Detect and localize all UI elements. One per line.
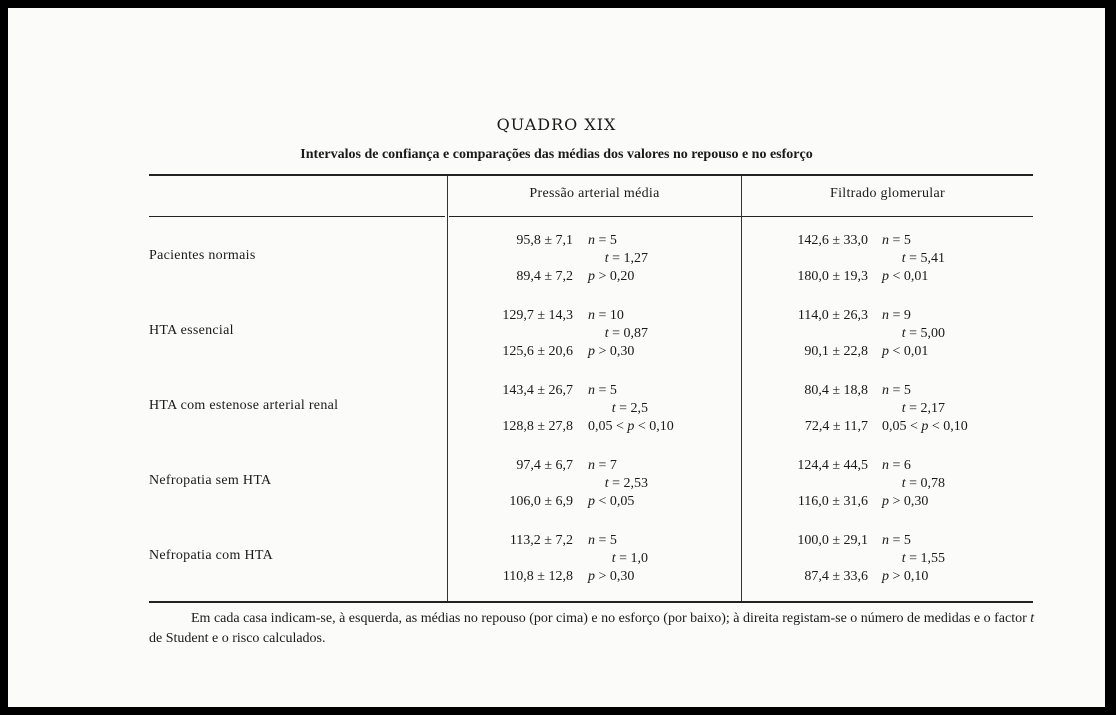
table-number: QUADRO XIX [496, 115, 617, 134]
top-rule [149, 174, 1033, 176]
fg-t-value: t = 5,00 [901, 326, 945, 341]
pam-t-value: t = 2,5 [611, 401, 648, 416]
fg-p-value: p < 0,01 [882, 344, 929, 359]
pam-p-value: p > 0,30 [588, 344, 635, 359]
pam-n-value: n = 5 [588, 233, 617, 248]
column-header-pam: Pressão arterial média [529, 186, 660, 201]
row-label: Nefropatia com HTA [149, 548, 274, 563]
table-title: Intervalos de confiança e comparações das médias dos valores no repouso e no esforço [300, 147, 813, 162]
pam-t-value: t = 0,87 [604, 326, 648, 341]
footnote: Em cada casa indicam-se, à esquerda, as médias no repouso (por cima) e no esforço (por baixo); à direita registam-se o número de medidas e o factor t de Student e o risco calculados. [149, 611, 1035, 646]
pam-n-value: n = 7 [588, 458, 617, 473]
pam-t-value: t = 1,0 [611, 551, 648, 566]
pam-p-value: 0,05 < p < 0,10 [588, 419, 674, 434]
fg-effort-mean: 90,1 ± 22,8 [804, 344, 868, 359]
row-label: Nefropatia sem HTA [149, 473, 272, 488]
fg-n-value: n = 6 [882, 458, 911, 473]
header-rule-left [149, 216, 445, 217]
fg-effort-mean: 180,0 ± 19,3 [797, 269, 868, 284]
fg-t-value: t = 5,41 [901, 251, 945, 266]
pam-rest-mean: 113,2 ± 7,2 [509, 533, 573, 548]
pam-t-value: t = 2,53 [604, 476, 648, 491]
row-label: HTA essencial [149, 323, 234, 338]
pam-n-value: n = 5 [588, 383, 617, 398]
pam-t-value: t = 1,27 [604, 251, 648, 266]
column-header-fg: Filtrado glomerular [830, 186, 945, 201]
pam-effort-mean: 106,0 ± 6,9 [509, 494, 573, 509]
pam-effort-mean: 128,8 ± 27,8 [502, 419, 573, 434]
fg-n-value: n = 5 [882, 233, 911, 248]
fg-rest-mean: 80,4 ± 18,8 [804, 383, 868, 398]
fg-rest-mean: 124,4 ± 44,5 [797, 458, 868, 473]
bottom-rule [149, 601, 1033, 603]
column-divider-2 [741, 176, 742, 601]
fg-n-value: n = 5 [882, 533, 911, 548]
column-divider-1 [447, 176, 448, 601]
fg-n-value: n = 9 [882, 308, 911, 323]
pam-rest-mean: 143,4 ± 26,7 [502, 383, 573, 398]
fg-rest-mean: 100,0 ± 29,1 [797, 533, 868, 548]
document-page [8, 8, 1105, 707]
pam-p-value: p < 0,05 [588, 494, 635, 509]
fg-t-value: t = 1,55 [901, 551, 945, 566]
fg-p-value: 0,05 < p < 0,10 [882, 419, 968, 434]
pam-p-value: p > 0,30 [588, 569, 635, 584]
pam-rest-mean: 97,4 ± 6,7 [516, 458, 573, 473]
pam-n-value: n = 5 [588, 533, 617, 548]
pam-effort-mean: 89,4 ± 7,2 [516, 269, 573, 284]
pam-rest-mean: 95,8 ± 7,1 [516, 233, 573, 248]
pam-effort-mean: 125,6 ± 20,6 [502, 344, 573, 359]
pam-p-value: p > 0,20 [588, 269, 635, 284]
pam-n-value: n = 10 [588, 308, 624, 323]
fg-rest-mean: 142,6 ± 33,0 [797, 233, 868, 248]
fg-effort-mean: 87,4 ± 33,6 [804, 569, 868, 584]
fg-n-value: n = 5 [882, 383, 911, 398]
fg-rest-mean: 114,0 ± 26,3 [797, 308, 868, 323]
fg-effort-mean: 116,0 ± 31,6 [797, 494, 868, 509]
fg-p-value: p > 0,30 [882, 494, 929, 509]
row-label: Pacientes normais [149, 248, 256, 263]
pam-effort-mean: 110,8 ± 12,8 [502, 569, 573, 584]
fg-t-value: t = 2,17 [901, 401, 945, 416]
pam-rest-mean: 129,7 ± 14,3 [502, 308, 573, 323]
fg-p-value: p < 0,01 [882, 269, 929, 284]
fg-effort-mean: 72,4 ± 11,7 [804, 419, 868, 434]
row-label: HTA com estenose arterial renal [149, 398, 339, 413]
fg-t-value: t = 0,78 [901, 476, 945, 491]
fg-p-value: p > 0,10 [882, 569, 929, 584]
